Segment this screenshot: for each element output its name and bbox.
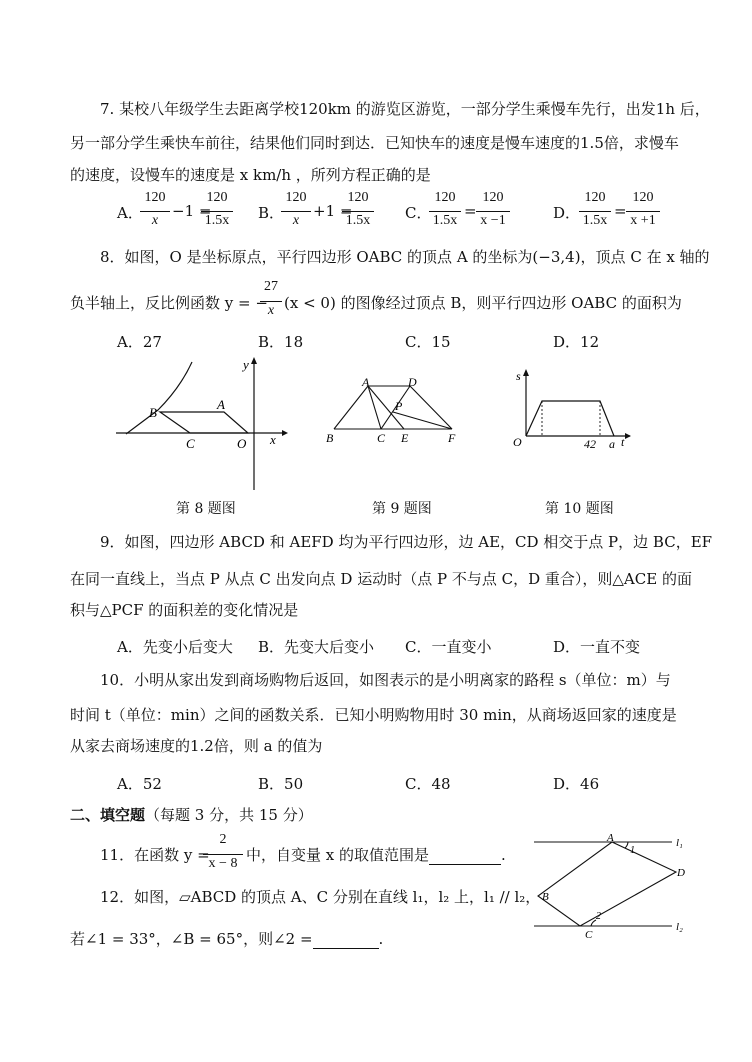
fraction: 120 1.5x: [429, 190, 461, 234]
q10-option-b[interactable]: B．50: [258, 775, 304, 793]
label-l1: l₁: [676, 837, 683, 849]
q11-suffix: 中，自变量 x 的取值范围是 .: [246, 846, 506, 864]
caption-figure-10: 第 10 题图: [545, 501, 614, 517]
q8-line-1: 8．如图，O 是坐标原点，平行四边形 OABC 的顶点 A 的坐标为(−3,4)，顶点 C 在 x 轴的: [100, 248, 710, 266]
x-axis-arrow: [282, 430, 288, 436]
answer-blank[interactable]: [313, 948, 379, 949]
label-o: O: [513, 435, 522, 449]
figure-12: [530, 832, 690, 940]
s-axis-arrow: [523, 369, 529, 376]
label-a: A: [362, 375, 370, 389]
option-label: C．: [405, 204, 432, 222]
label-a: A: [607, 832, 614, 844]
label-x: x: [270, 432, 276, 447]
segment-ac: [368, 386, 381, 429]
q9-option-a[interactable]: A．先变小后变大: [117, 638, 233, 656]
fraction: 120 x: [281, 190, 311, 234]
fraction: 120 1.5x: [201, 190, 233, 234]
label-d: D: [408, 375, 417, 389]
y-axis-arrow: [251, 357, 257, 364]
parallelogram-abcd: [538, 842, 676, 926]
label-c: C: [585, 929, 593, 940]
label-o: O: [237, 436, 247, 451]
parallelogram-oabc: [160, 412, 248, 433]
t-axis-arrow: [625, 433, 631, 439]
hyperbola-curve: [126, 362, 192, 434]
label-p: P: [395, 399, 403, 413]
label-angle-1: 1: [630, 845, 635, 856]
segment-ab: [334, 386, 368, 429]
q9-line-3: 积与△PCF 的面积差的变化情况是: [70, 601, 299, 619]
q11-fraction: 2 x − 8: [203, 832, 243, 878]
label-c: C: [186, 436, 195, 451]
option-label: A．: [117, 204, 143, 222]
q10-line-3: 从家去商场速度的1.2倍，则 a 的值为: [70, 737, 323, 755]
section-2-heading: [70, 805, 313, 825]
label-t: t: [621, 435, 625, 449]
label-y: y: [243, 357, 249, 372]
q7-line-1: 7. 某校八年级学生去距离学校120km 的游览区游览，一部分学生乘慢车先行，出发1h 后，: [100, 100, 710, 118]
label-f: F: [448, 431, 456, 445]
figure-9: [322, 372, 462, 447]
label-s: s: [516, 369, 521, 383]
q8-line-2a: 负半轴上，反比例函数 y = −: [70, 294, 268, 312]
q8-option-b[interactable]: B．18: [258, 333, 304, 351]
caption-figure-8: 第 8 题图: [176, 501, 236, 517]
label-e: E: [401, 431, 409, 445]
fraction: 120 x +1: [626, 190, 660, 234]
q8-option-a[interactable]: A．27: [117, 333, 162, 351]
figure-8: [110, 352, 290, 494]
q10-option-d[interactable]: D．46: [553, 775, 600, 793]
label-angle-2: 2: [596, 911, 601, 922]
q9-option-b[interactable]: B．先变大后变小: [258, 638, 375, 656]
label-d: D: [677, 867, 685, 879]
q12-line-1: 12．如图，▱ABCD 的顶点 A、C 分别在直线 l₁，l₂ 上，l₁ // l₂，: [100, 888, 541, 906]
operator: +1 =: [313, 202, 353, 220]
section-title: 二、填空题: [70, 806, 146, 824]
q9-option-c[interactable]: C．一直变小: [405, 638, 492, 656]
q8-line-2b: (x < 0) 的图像经过顶点 B，则平行四边形 OABC 的面积为: [284, 294, 682, 312]
label-l2: l₂: [676, 921, 683, 933]
q9-line-2: 在同一直线上，当点 P 从点 C 出发向点 D 运动时（点 P 不与点 C，D 重合），则△ACE 的面: [70, 570, 692, 588]
answer-blank[interactable]: [429, 864, 501, 865]
q10-line-2: 时间 t（单位：min）之间的函数关系．已知小明购物用时 30 min，从商场返回家的速度是: [70, 706, 677, 724]
q8-fraction: 27 x: [260, 279, 282, 325]
label-42: 42: [584, 437, 596, 450]
angle-1-arc: [625, 842, 628, 848]
fraction: 120 1.5x: [342, 190, 374, 234]
label-b: B: [326, 431, 334, 445]
label-c: C: [377, 431, 386, 445]
fraction: 120 1.5x: [579, 190, 611, 234]
q10-option-c[interactable]: C．48: [405, 775, 451, 793]
option-label: B．: [258, 204, 285, 222]
q10-line-1: 10．小明从家出发到商场购物后返回，如图表示的是小明离家的路程 s（单位：m）与: [100, 671, 671, 689]
caption-figure-9: 第 9 题图: [372, 501, 432, 517]
q7-line-2: 另一部分学生乘快车前往，结果他们同时到达．已知快车的速度是慢车速度的1.5倍，求慢车: [70, 134, 679, 152]
fraction: 120 x −1: [476, 190, 510, 234]
q8-option-d[interactable]: D．12: [553, 333, 600, 351]
q12-line-2: 若∠1 = 33°，∠B = 65°，则∠2 = .: [70, 930, 384, 948]
q9-line-1: 9．如图，四边形 ABCD 和 AEFD 均为平行四边形，边 AE，CD 相交于点 P，边 BC，EF: [100, 533, 713, 551]
distance-graph: [526, 401, 614, 436]
section-note: （每题 3 分，共 15 分）: [145, 806, 313, 824]
q7-line-3: 的速度，设慢车的速度是 x km/h ，所列方程正确的是: [70, 166, 431, 184]
label-b: B: [149, 405, 157, 420]
operator: =: [614, 202, 627, 220]
q9-option-d[interactable]: D．一直不变: [553, 638, 641, 656]
fraction: 120 x: [140, 190, 170, 234]
q8-option-c[interactable]: C．15: [405, 333, 451, 351]
label-a: A: [217, 397, 225, 412]
q11-prefix: 11．在函数 y =: [100, 846, 210, 864]
label-a: a: [609, 437, 615, 450]
operator: =: [464, 202, 477, 220]
option-label: D．: [553, 204, 581, 222]
figure-10: [508, 366, 632, 450]
operator: −1 =: [172, 202, 212, 220]
q10-option-a[interactable]: A．52: [117, 775, 162, 793]
label-b: B: [542, 891, 549, 903]
